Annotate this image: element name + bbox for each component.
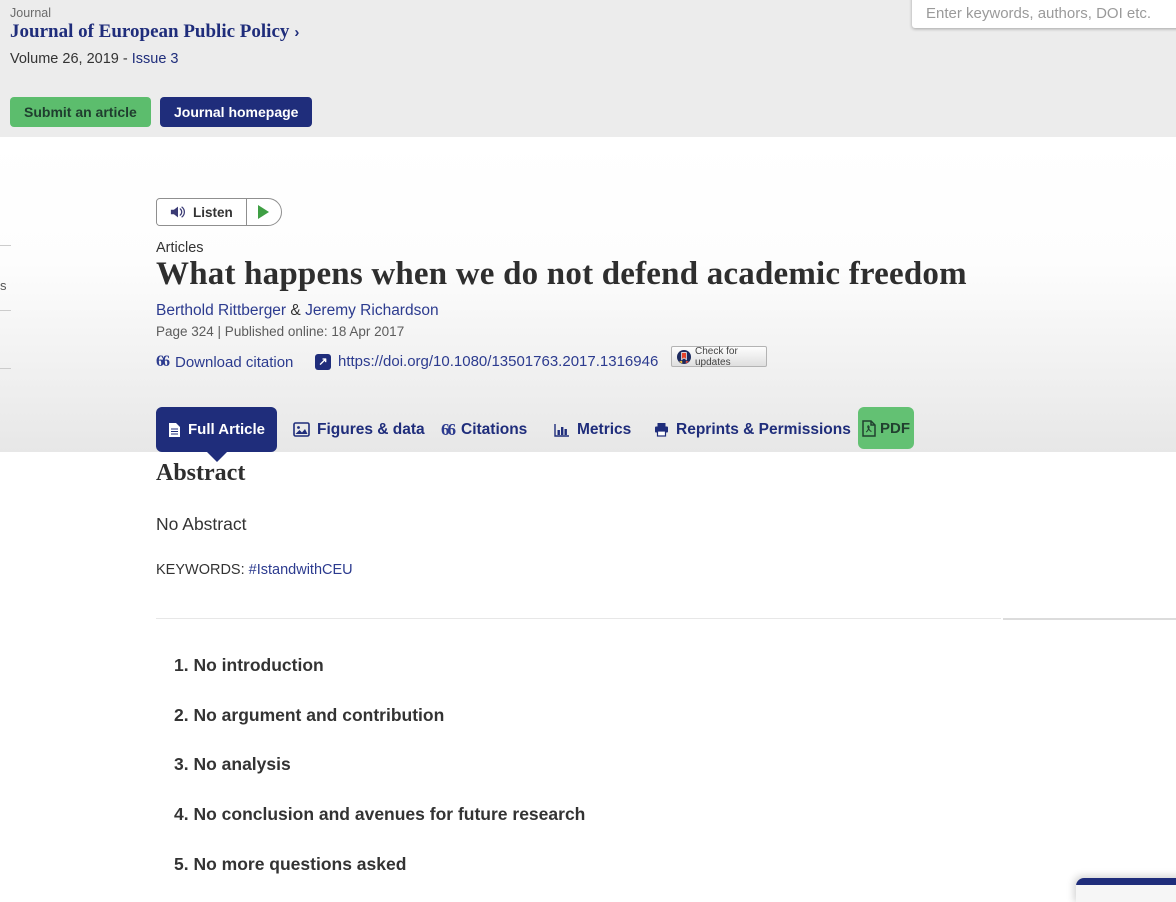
speaker-icon	[170, 205, 186, 219]
floating-panel-fragment[interactable]	[1076, 878, 1176, 902]
issue-link[interactable]: Issue 3	[131, 51, 179, 67]
listen-button[interactable]	[156, 198, 282, 226]
article-title: What happens when we do not defend academic freedom	[156, 256, 967, 292]
article-section-label: Articles	[156, 240, 204, 256]
submit-article-button[interactable]: Submit an article	[10, 97, 151, 127]
toc-item[interactable]: 4. No conclusion and avenues for future research	[174, 804, 586, 824]
document-icon	[168, 422, 181, 438]
pdf-button-label: PDF	[880, 419, 910, 437]
image-icon	[293, 422, 310, 437]
keywords-line	[156, 562, 353, 578]
author-list	[156, 302, 439, 320]
journal-title-link[interactable]	[10, 21, 299, 43]
listen-label: Listen	[193, 204, 233, 220]
keyword-link[interactable]: #IstandwithCEU	[248, 562, 353, 578]
quote-icon: 66	[441, 419, 454, 439]
toc-item[interactable]: 3. No analysis	[174, 754, 291, 774]
sidebar-divider	[1003, 618, 1176, 620]
crossmark-logo-icon	[677, 350, 691, 364]
author-link[interactable]: Berthold Rittberger	[156, 302, 287, 319]
journal-title-text: Journal of European Public Policy	[10, 21, 290, 42]
doi-link[interactable]	[315, 353, 658, 370]
left-panel-divider-fragment	[0, 245, 11, 246]
download-citation-link[interactable]	[156, 353, 293, 371]
doi-url: https://doi.org/10.1080/13501763.2017.1316946	[338, 353, 659, 370]
volume-issue-line	[10, 51, 178, 67]
content-divider	[156, 618, 1001, 619]
left-panel-divider-fragment	[0, 368, 11, 369]
tab-metrics-label: Metrics	[577, 420, 632, 438]
download-citation-label: Download citation	[175, 353, 294, 371]
tab-reprints-permissions[interactable]	[654, 407, 851, 452]
keywords-label: KEYWORDS:	[156, 562, 245, 578]
tab-full-article-label: Full Article	[188, 421, 265, 438]
search-input[interactable]	[912, 0, 1176, 28]
check-for-updates-label: Check for updates	[695, 345, 738, 368]
toc-item[interactable]: 2. No argument and contribution	[174, 705, 445, 725]
tab-citations-label: Citations	[461, 420, 528, 438]
author-link[interactable]: Jeremy Richardson	[305, 302, 439, 319]
journal-header	[0, 0, 1176, 137]
listen-label-segment[interactable]	[157, 199, 247, 225]
chevron-right-icon: ›	[294, 24, 300, 41]
tab-full-article[interactable]	[156, 407, 277, 452]
toc-item[interactable]: 1. No introduction	[174, 655, 324, 675]
floating-panel-accent-bar	[1076, 878, 1176, 885]
tab-reprints-permissions-label: Reprints & Permissions	[676, 420, 851, 438]
left-panel-divider-fragment	[0, 310, 11, 311]
play-icon	[258, 205, 269, 219]
left-panel-text-fragment: s	[0, 278, 7, 293]
article-header-band	[0, 137, 1176, 452]
printer-icon	[654, 422, 669, 437]
bar-chart-icon	[554, 423, 570, 437]
toc-item[interactable]: 5. No more questions asked	[174, 854, 407, 874]
abstract-body: No Abstract	[156, 514, 247, 534]
tab-figures-data[interactable]	[293, 407, 425, 452]
pages-published-meta: Page 324 | Published online: 18 Apr 2017	[156, 324, 405, 339]
tab-figures-data-label: Figures & data	[317, 420, 425, 438]
tab-metrics[interactable]	[554, 407, 631, 452]
listen-play-button[interactable]	[247, 199, 281, 225]
volume-text: Volume 26, 2019 -	[10, 51, 132, 67]
author-separator: &	[290, 302, 301, 319]
abstract-heading: Abstract	[156, 460, 246, 486]
pdf-file-icon	[862, 420, 876, 437]
pdf-button[interactable]	[858, 407, 914, 449]
quote-icon: 66	[156, 353, 168, 370]
floating-panel-body	[1076, 885, 1176, 902]
external-link-icon: ↗	[315, 354, 331, 370]
check-for-updates-badge[interactable]	[671, 346, 767, 367]
journal-kicker: Journal	[10, 6, 51, 20]
tab-citations[interactable]	[441, 407, 527, 452]
journal-homepage-button[interactable]: Journal homepage	[160, 97, 312, 127]
